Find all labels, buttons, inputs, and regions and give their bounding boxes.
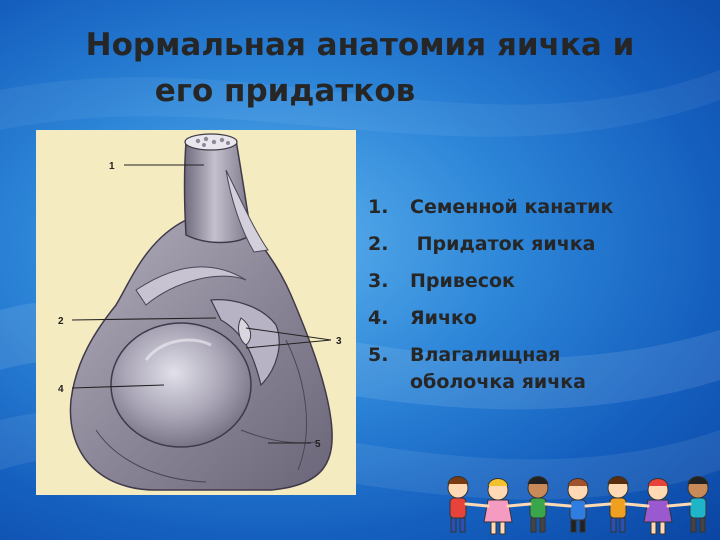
callout-4: 4 — [58, 384, 64, 395]
slide-title-line-1: Нормальная анатомия яичка и — [85, 27, 635, 63]
legend-item — [368, 342, 698, 396]
legend-item — [368, 231, 698, 258]
children-holding-hands-illustration — [436, 470, 720, 540]
legend-text: Влагалищная оболочка яичка — [410, 344, 586, 393]
legend-number: 4. — [368, 307, 389, 329]
callout-2: 2 — [58, 316, 64, 327]
legend-item — [368, 194, 698, 221]
legend-number: 1. — [368, 196, 389, 218]
legend-item — [368, 305, 698, 332]
callout-5: 5 — [315, 439, 321, 450]
legend-text: Привесок — [410, 270, 515, 292]
anatomy-illustration — [36, 130, 356, 495]
legend-list — [368, 194, 698, 406]
slide-title-line-2: его придатков — [154, 73, 416, 109]
legend-text: Придаток яичка — [410, 233, 596, 255]
callout-3: 3 — [336, 336, 342, 347]
legend-item — [368, 268, 698, 295]
callout-1: 1 — [109, 161, 115, 172]
legend-number: 5. — [368, 344, 389, 366]
spermatic-cord-shape — [185, 140, 252, 243]
testis-anatomy-drawing — [36, 130, 356, 495]
legend-number: 2. — [368, 233, 389, 255]
legend-text: Яичко — [410, 307, 477, 329]
slide-title — [20, 22, 700, 114]
legend-number: 3. — [368, 270, 389, 292]
legend-text: Семенной канатик — [410, 196, 614, 218]
